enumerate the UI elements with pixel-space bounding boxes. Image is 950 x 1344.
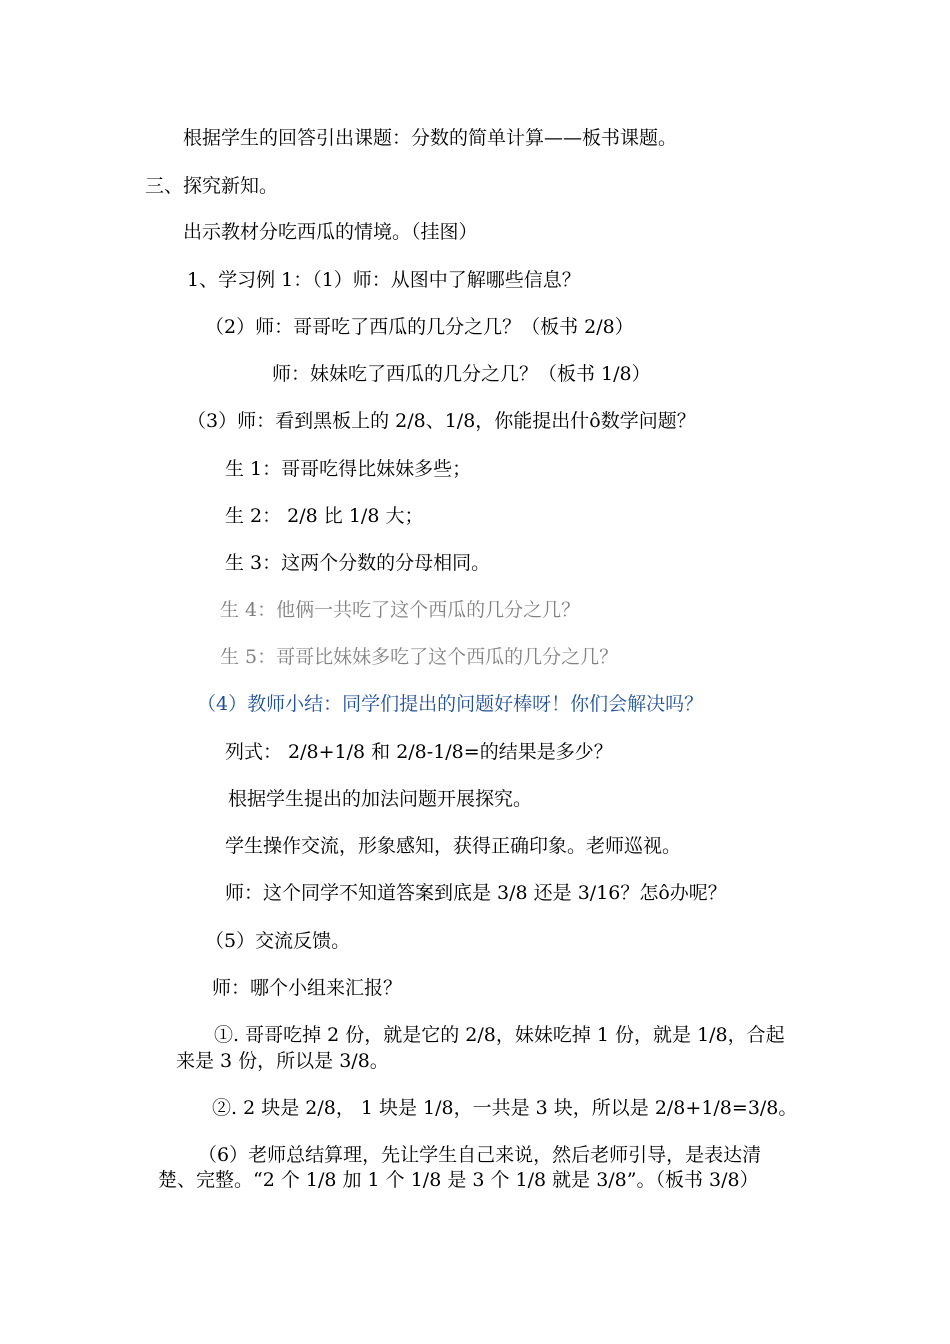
text-line-7: （3）师：看到黑板上的 2/8、1/8，你能提出什ô数学问题？ [187, 410, 696, 432]
text-line-11: 生 4：他俩一共吃了这个西瓜的几分之几？ [220, 599, 581, 621]
text-line-14: 列式： 2/8+1/8 和 2/8-1/8=的结果是多少？ [225, 741, 613, 763]
text-line-6: 师：妹妹吃了西瓜的几分之几？（板书 1/8） [272, 363, 651, 385]
text-line-21: 来是 3 份，所以是 3/8。 [176, 1050, 389, 1072]
text-line-12: 生 5：哥哥比妹妹多吃了这个西瓜的几分之几？ [220, 646, 619, 668]
text-line-1: 根据学生的回答引出课题：分数的简单计算——板书课题。 [183, 127, 678, 149]
text-line-23: （6）老师总结算理，先让学生自己来说，然后老师引导，是表达清 [198, 1144, 762, 1166]
text-line-18: （5）交流反馈。 [205, 930, 351, 952]
text-line-10: 生 3：这两个分数的分母相同。 [225, 552, 491, 574]
text-line-17: 师：这个同学不知道答案到底是 3/8 还是 3/16？怎ô办呢？ [225, 882, 727, 904]
text-line-24: 楚、完整。“2 个 1/8 加 1 个 1/8 是 3 个 1/8 就是 3/8”。（板书 3/8） [158, 1169, 759, 1191]
text-line-3: 出示教材分吃西瓜的情境。（挂图） [183, 221, 478, 243]
text-line-4: 1、学习例 1：（1）师：从图中了解哪些信息？ [187, 269, 581, 291]
text-line-13: （4）教师小结：同学们提出的问题好棒呀！你们会解决吗？ [197, 693, 704, 715]
text-line-22: ②. 2 块是 2/8， 1 块是 1/8，一共是 3 块，所以是 2/8+1/8=3/8。 [212, 1097, 798, 1119]
text-line-19: 师：哪个小组来汇报？ [212, 977, 403, 999]
text-line-15: 根据学生提出的加法问题开展探究。 [228, 788, 533, 810]
section-heading: 三、探究新知。 [145, 175, 279, 197]
text-line-5: （2）师：哥哥吃了西瓜的几分之几？（板书 2/8） [205, 316, 634, 338]
text-line-16: 学生操作交流，形象感知，获得正确印象。老师巡视。 [225, 835, 682, 857]
text-line-20: ①. 哥哥吃掉 2 份，就是它的 2/8，妹妹吃掉 1 份，就是 1/8，合起 [214, 1024, 785, 1046]
text-line-8: 生 1：哥哥吃得比妹妹多些； [225, 458, 472, 480]
text-line-9: 生 2： 2/8 比 1/8 大； [225, 505, 424, 527]
